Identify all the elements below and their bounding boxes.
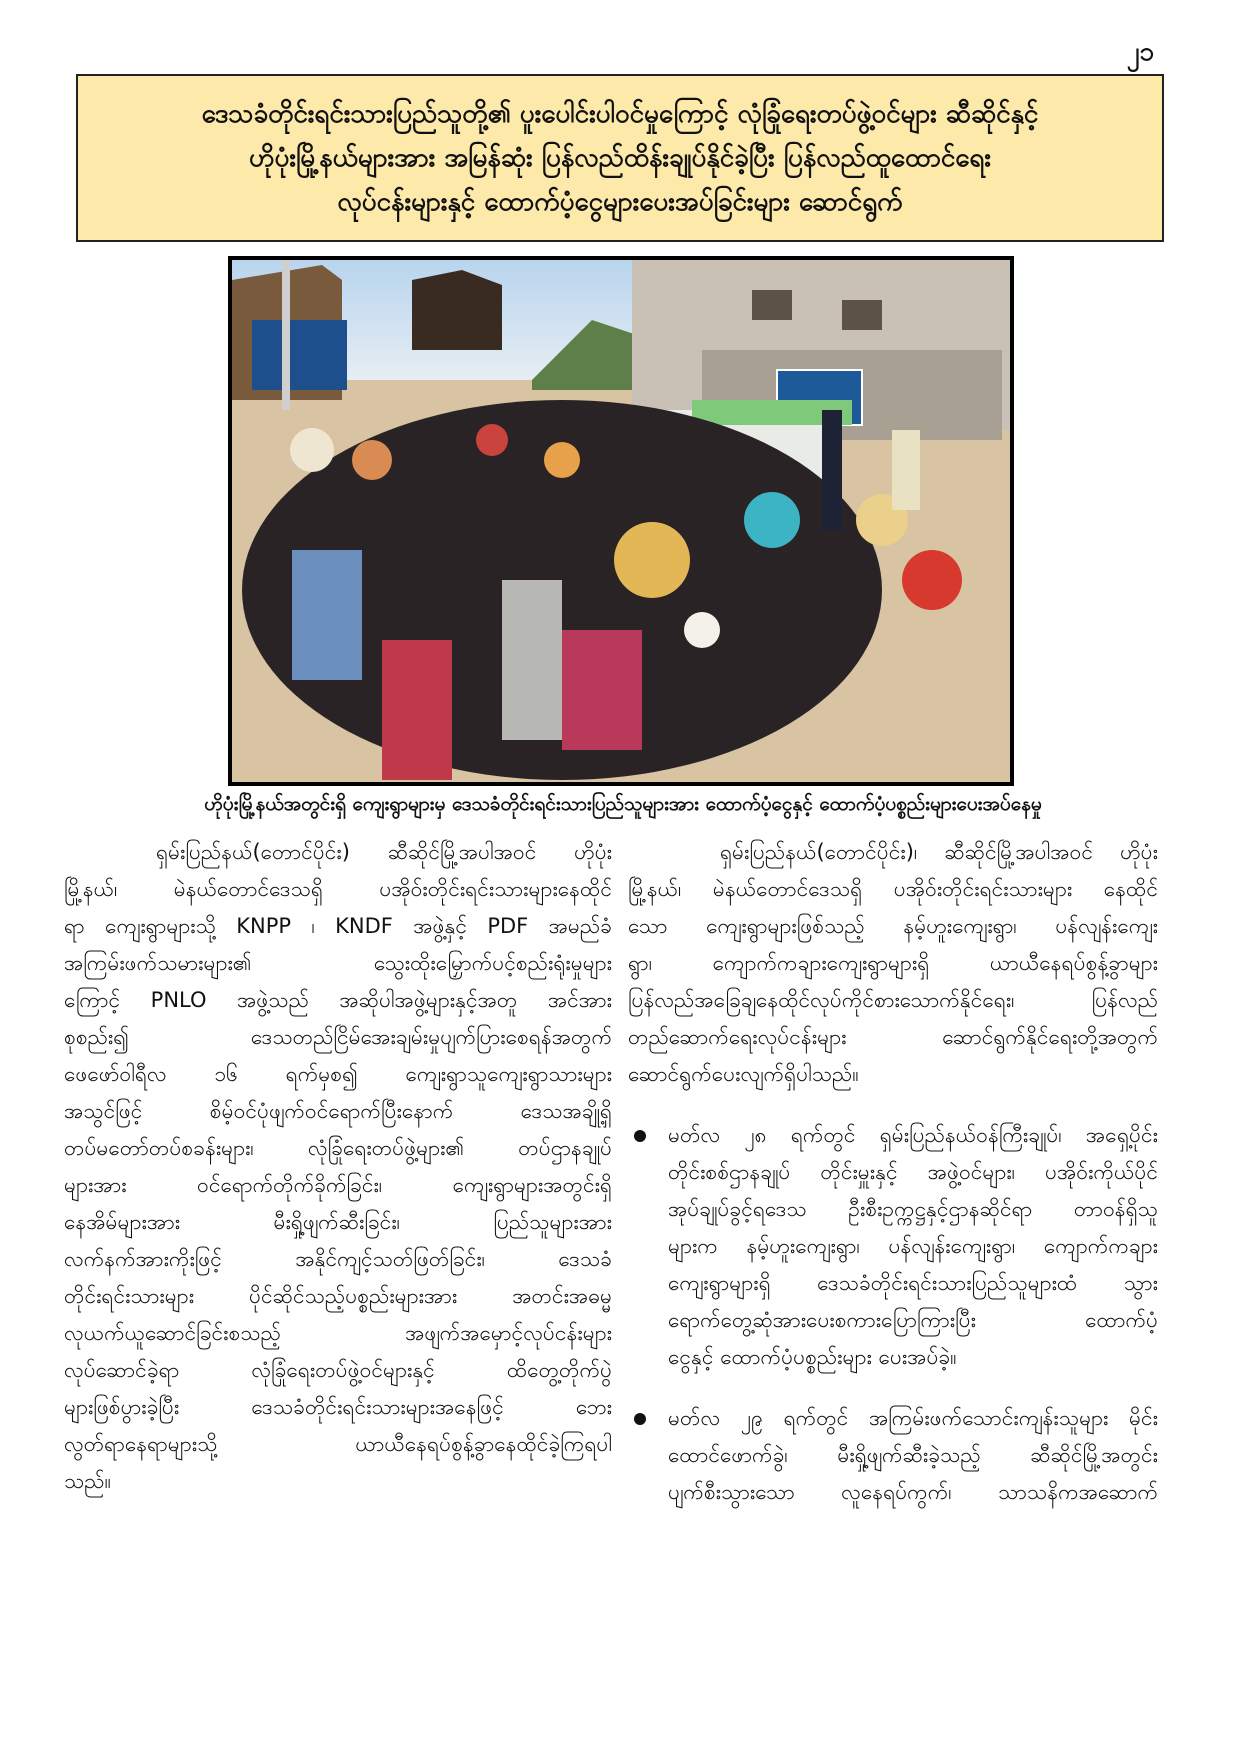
text-line: ရှမ်းပြည်နယ်(တောင်ပိုင်း) ဆီဆိုင်မြို့အပါအဝင် ဟိုပုံး (156, 840, 612, 864)
text-line: အသွင်ဖြင့် စိမ့်ဝင်ပုံဖျက်ဝင်ရောက်ပြီးနောက် ဒေသအချို့ရှိ (64, 1099, 612, 1123)
text-line: မတ်လ ၂၈ ရက်တွင် ရှမ်းပြည်နယ်ဝန်ကြီးချုပ်၊ အရှေ့ပိုင်း (668, 1123, 1158, 1147)
villager-headscarf (614, 522, 690, 598)
text-line: အကြမ်းဖက်သမားများ၏ သွေးထိုးမြှောက်ပင့်စည်းရုံးမှုများ (64, 951, 612, 975)
text-line: လုယက်ယူဆောင်ခြင်းစသည့် အဖျက်အမှောင့်လုပ်ငန်းများ (64, 1321, 612, 1345)
bullet-dot-icon (634, 1130, 646, 1142)
text-line: ထောင်ဖောက်ခွဲ၊ မီးရှို့ဖျက်ဆီးခဲ့သည့် ဆီဆိုင်မြို့အတွင်း (668, 1443, 1158, 1467)
villager-headscarf (352, 440, 392, 480)
text-line: ပြန်လည်အခြေချနေထိုင်လုပ်ကိုင်စားသောက်နိုင်ရေး၊ ပြန်လည် (628, 988, 1158, 1012)
text-line: ပျက်စီးသွားသော လူနေရပ်ကွက်၊ သာသနိကအဆောက် (668, 1480, 1158, 1504)
utility-pole (282, 260, 290, 410)
villager-headscarf (476, 424, 508, 456)
text-line: တပ်မတော်တပ်စခန်းများ၊ လုံခြုံရေးတပ်ဖွဲ့များ၏ တပ်ဌာနချုပ် (64, 1136, 612, 1160)
news-photo (228, 256, 1014, 786)
villager-skirt (382, 640, 452, 780)
villager-headscarf (544, 442, 580, 478)
bullet-dot-icon (634, 1413, 646, 1425)
bullet-item (628, 1117, 1158, 1376)
headline-line: ဒေသခံတိုင်းရင်းသားပြည်သူတို့၏ ပူးပေါင်းပါဝင်မှုကြောင့် လုံခြုံရေးတပ်ဖွဲ့ဝင်များ ဆီဆိုင်နှင့် (201, 99, 1039, 129)
text-line: များအား ဝင်ရောက်တိုက်ခိုက်ခြင်း၊ ကျေးရွာများအတွင်းရှိ (64, 1173, 612, 1197)
official-figure (822, 410, 842, 530)
villager-hat (290, 428, 334, 472)
dark-wooden-house (412, 270, 502, 350)
bullet-item (628, 1400, 1158, 1511)
text-line: လုပ်ဆောင်ခဲ့ရာ လုံခြုံရေးတပ်ဖွဲ့ဝင်များနှင့် ထိတွေ့တိုက်ပွဲ (64, 1358, 612, 1382)
text-line: မတ်လ ၂၉ ရက်တွင် အကြမ်းဖက်သောင်းကျန်းသူများ မိုင်း (668, 1406, 1158, 1430)
text-line: ရာ ကျေးရွာများသို့ KNPP ၊ KNDF အဖွဲ့နှင့် PDF အမည်ခံ (64, 914, 612, 938)
child-figure (502, 580, 562, 740)
villager-bag (562, 630, 642, 750)
text-line: တည်ဆောက်ရေးလုပ်ငန်းများ ဆောင်ရွက်နိုင်ရေးတို့အတွက် (628, 1025, 1158, 1049)
intro-paragraph (628, 834, 1158, 1093)
page-number: ၂၁ (1126, 37, 1154, 67)
text-line: နေအိမ်များအား မီးရှို့ဖျက်ဆီးခြင်း၊ ပြည်သူများအား (64, 1210, 612, 1234)
text-line: ဖေဖော်ဝါရီလ ၁၆ ရက်မှစ၍ ကျေးရွာသူကျေးရွာသားများ (64, 1062, 612, 1086)
headline-line: ဟိုပုံးမြို့နယ်များအား အမြန်ဆုံး ပြန်လည်ထိန်းချုပ်နိုင်ခဲ့ပြီး ပြန်လည်ထူထောင်ရေး (249, 143, 991, 173)
text-line: မြို့နယ်၊ မဲနယ်တောင်ဒေသရှိ ပအိုဝ်းတိုင်းရင်းသားများနေထိုင် (64, 877, 612, 901)
text-line: စုစည်း၍ ဒေသတည်ငြိမ်အေးချမ်းမှုပျက်ပြားစေရန်အတွက် (64, 1025, 612, 1049)
text-line: တိုင်းစစ်ဌာနချုပ် တိုင်းမှူးနှင့် အဖွဲ့ဝင်များ၊ ပအိုဝ်းကိုယ်ပိုင် (668, 1160, 1158, 1184)
villager-headscarf (902, 550, 962, 610)
right-column (628, 834, 1158, 1535)
text-line: ဆောင်ရွက်ပေးလျက်ရှိပါသည်။ (628, 1062, 859, 1086)
text-line: တိုင်းရင်းသားများ ပိုင်ဆိုင်သည့်ပစ္စည်းများအား အတင်းအဓမ္မ (64, 1284, 612, 1308)
text-line: ရောက်တွေ့ဆုံအားပေးစကားပြောကြားပြီး ထောက်ပံ့ (668, 1308, 1158, 1332)
blue-sign-board (252, 320, 347, 390)
text-line: များဖြစ်ပွားခဲ့ပြီး ဒေသခံတိုင်းရင်းသားများအနေဖြင့် ဘေး (64, 1395, 612, 1419)
text-line: မြို့နယ်၊ မဲနယ်တောင်ဒေသရှိ ပအိုဝ်းတိုင်းရင်းသားများ နေထိုင် (628, 877, 1158, 901)
villager-headscarf (744, 492, 800, 548)
text-line: လက်နက်အားကိုးဖြင့် အနိုင်ကျင့်သတ်ဖြတ်ခြင်း၊ ဒေသခံ (64, 1247, 612, 1271)
text-line: သော ကျေးရွာများဖြစ်သည့် နမ့်ဟူးကျေးရွာ၊ ပန်လျန်းကျေး (628, 914, 1158, 938)
villager-skirt (292, 550, 362, 680)
text-line: များက နမ့်ဟူးကျေးရွာ၊ ပန်လျန်းကျေးရွာ၊ ကျောက်ကချား (668, 1234, 1158, 1258)
text-line: အုပ်ချုပ်ခွင့်ရဒေသ ဦးစီးဥက္ကဋ္ဌနှင့်ဌာနဆိုင်ရာ တာဝန်ရှိသူ (668, 1197, 1158, 1221)
headline-line: လုပ်ငန်းများနှင့် ထောက်ပံ့ငွေများပေးအပ်ခြင်းများ ဆောင်ရွက် (337, 187, 903, 217)
building-window (752, 290, 792, 320)
text-line: ရှမ်းပြည်နယ်(တောင်ပိုင်း)၊ ဆီဆိုင်မြို့အပါအဝင် ဟိုပုံး (720, 840, 1158, 864)
headline-box (76, 74, 1164, 242)
text-line: ရွာ၊ ကျောက်ကချားကျေးရွာများရှိ ယာယီနေရပ်စွန့်ခွာများ (628, 951, 1158, 975)
photo-caption: ဟိုပုံးမြို့နယ်အတွင်းရှိ ကျေးရွာများမှ ဒေသခံတိုင်းရင်းသားပြည်သူများအား ထောက်ပံ့ငွေနှင့် ထောက်ပံ့ပစ္စည်းများပေးအပ်နေမှု (204, 793, 1042, 815)
child-cap (684, 612, 720, 648)
left-column (64, 834, 612, 1500)
text-line: ကျေးရွာများရှိ ဒေသခံတိုင်းရင်းသားပြည်သူများထံ သွား (668, 1271, 1158, 1295)
text-line: လွတ်ရာနေရာများသို့ ယာယီနေရပ်စွန့်ခွာနေထိုင်ခဲ့ကြရပါ (64, 1432, 612, 1456)
official-figure (892, 430, 920, 510)
text-line: သည်။ (64, 1469, 111, 1493)
building-window (842, 300, 882, 330)
text-line: ကြောင့် PNLO အဖွဲ့သည် အဆိုပါအဖွဲ့များနှင့်အတူ အင်အား (64, 988, 612, 1012)
text-line: ငွေနှင့် ထောက်ပံ့ပစ္စည်းများ ပေးအပ်ခဲ့။ (668, 1345, 957, 1369)
photo-illustration (232, 260, 1010, 782)
